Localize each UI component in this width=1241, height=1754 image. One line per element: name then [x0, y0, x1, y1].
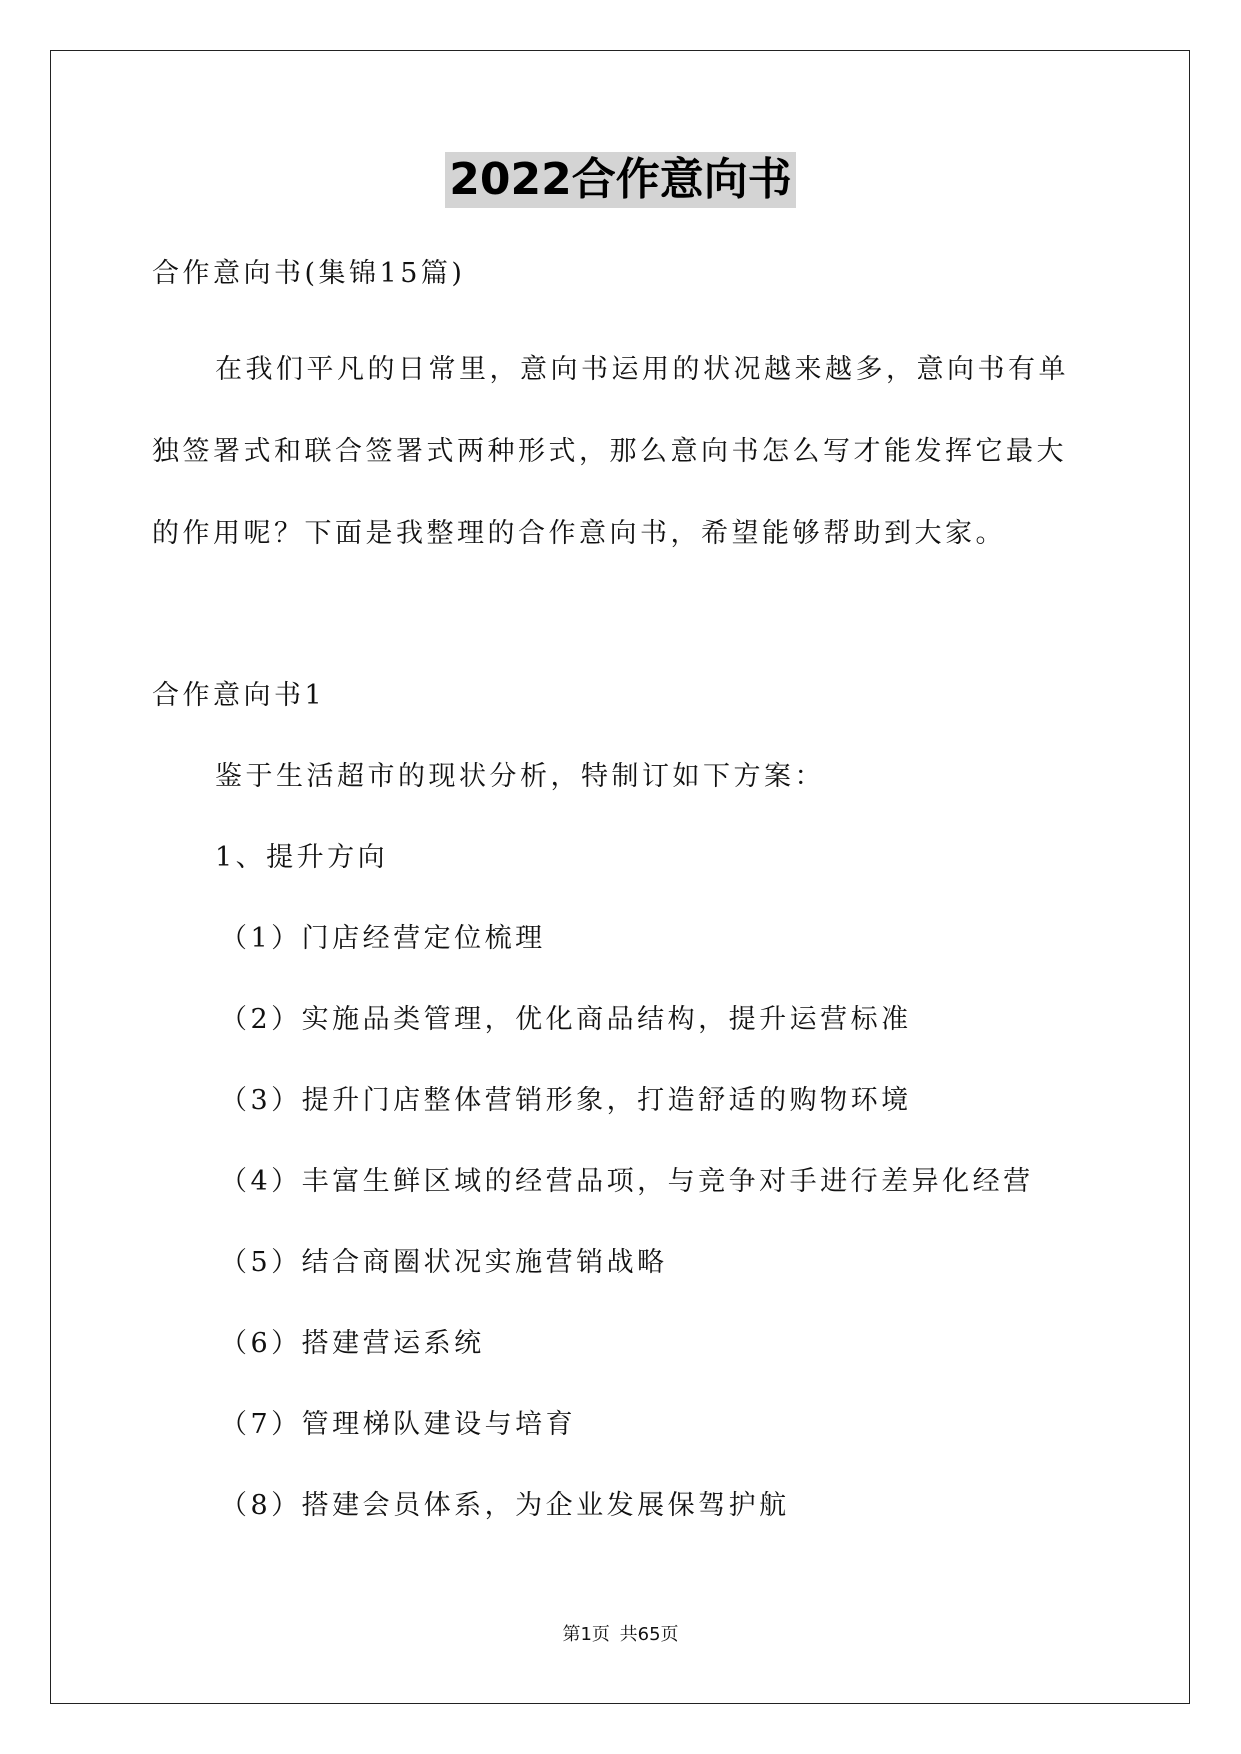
intro-line-1: 在我们平凡的日常里，意向书运用的状况越来越多，意向书有单: [215, 354, 1069, 385]
page-footer: [0, 1620, 1241, 1646]
list-item: （7）管理梯队建设与培育: [220, 1409, 577, 1440]
intro-line-2: 独签署式和联合签署式两种形式，那么意向书怎么写才能发挥它最大: [152, 436, 1067, 467]
list-heading: 1、提升方向: [215, 842, 389, 873]
document-subtitle: 合作意向书(集锦15篇): [152, 258, 466, 289]
list-item: （2）实施品类管理，优化商品结构，提升运营标准: [220, 1004, 912, 1035]
intro-line-3: 的作用呢？下面是我整理的合作意向书，希望能够帮助到大家。: [152, 518, 1006, 549]
page-total: 共65页: [619, 1624, 679, 1645]
page-border: [50, 50, 1190, 1704]
title-container: [0, 152, 1241, 208]
list-item: （8）搭建会员体系，为企业发展保驾护航: [220, 1490, 790, 1521]
list-item: （4）丰富生鲜区域的经营品项，与竞争对手进行差异化经营: [220, 1166, 1034, 1197]
document-title: 2022合作意向书: [445, 152, 795, 208]
section-heading: 合作意向书1: [152, 680, 326, 711]
section-lead: 鉴于生活超市的现状分析，特制订如下方案：: [215, 761, 825, 792]
list-item: （1）门店经营定位梳理: [220, 923, 546, 954]
list-item: （6）搭建营运系统: [220, 1328, 485, 1359]
page-number: 第1页: [562, 1624, 610, 1645]
list-item: （3）提升门店整体营销形象，打造舒适的购物环境: [220, 1085, 912, 1116]
list-item: （5）结合商圈状况实施营销战略: [220, 1247, 668, 1278]
